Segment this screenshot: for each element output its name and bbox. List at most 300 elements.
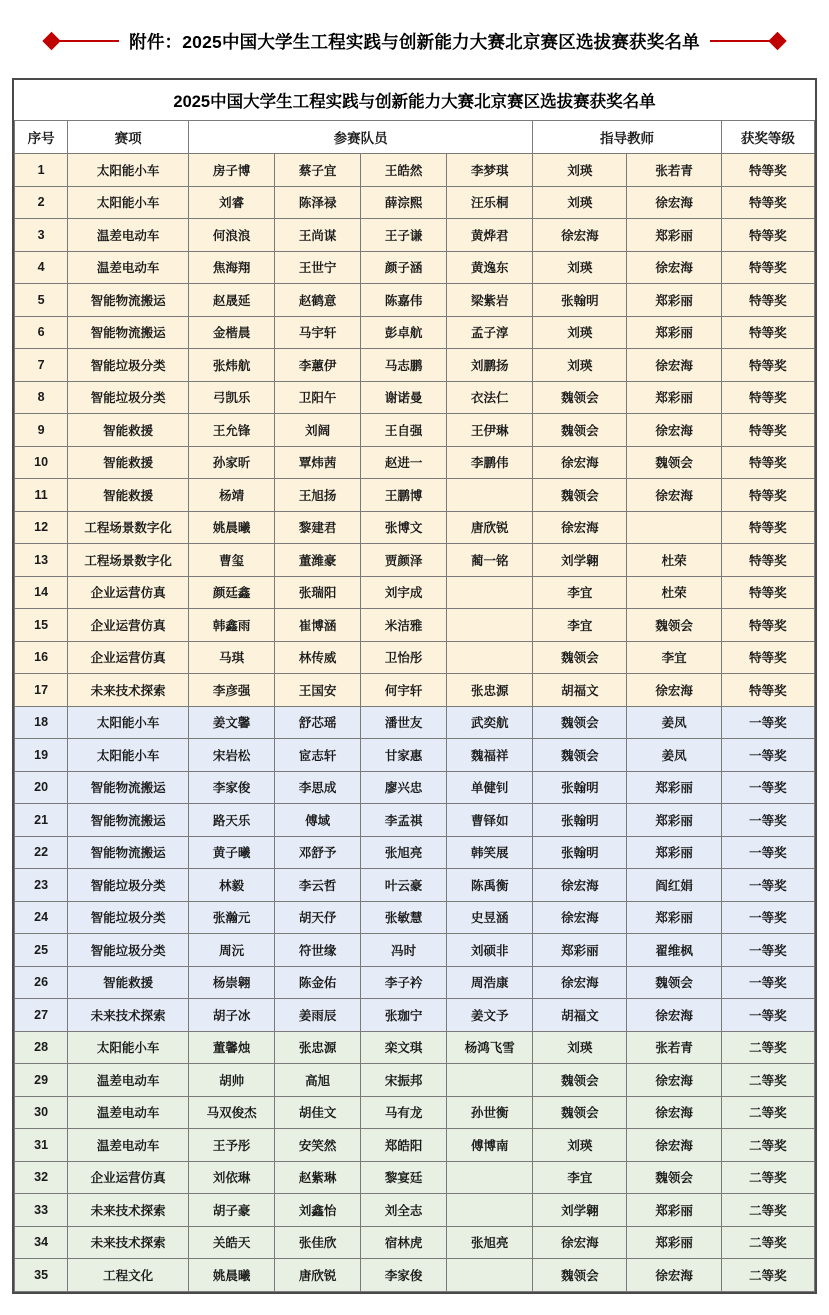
cell-event: 未来技术探索 bbox=[68, 1194, 189, 1227]
cell-member-3: 刘全志 bbox=[361, 1194, 447, 1227]
cell-teacher-2: 魏领会 bbox=[627, 446, 721, 479]
cell-no: 34 bbox=[15, 1226, 68, 1259]
cell-teacher-2: 徐宏海 bbox=[627, 349, 721, 382]
cell-member-4 bbox=[447, 641, 533, 674]
cell-member-3: 薛淙熙 bbox=[361, 186, 447, 219]
table-row bbox=[15, 1259, 815, 1292]
cell-teacher-2: 郑彩丽 bbox=[627, 836, 721, 869]
table-row bbox=[15, 1031, 815, 1064]
cell-no: 30 bbox=[15, 1096, 68, 1129]
cell-event: 太阳能小车 bbox=[68, 186, 189, 219]
cell-teacher-2: 李宜 bbox=[627, 641, 721, 674]
cell-member-2: 陈金佑 bbox=[275, 966, 361, 999]
cell-member-2: 姜雨辰 bbox=[275, 999, 361, 1032]
cell-teacher-1: 魏领会 bbox=[533, 641, 627, 674]
cell-member-1: 韩鑫雨 bbox=[189, 609, 275, 642]
cell-member-2: 覃炜茜 bbox=[275, 446, 361, 479]
cell-teacher-1: 刘瑛 bbox=[533, 1031, 627, 1064]
header-event: 赛项 bbox=[68, 121, 189, 154]
cell-teacher-2: 郑彩丽 bbox=[627, 284, 721, 317]
cell-member-1: 李家俊 bbox=[189, 771, 275, 804]
cell-member-4: 张旭亮 bbox=[447, 1226, 533, 1259]
header-level: 获奖等级 bbox=[721, 121, 814, 154]
cell-teacher-1: 徐宏海 bbox=[533, 966, 627, 999]
cell-member-3: 谢诺曼 bbox=[361, 381, 447, 414]
cell-teacher-1: 徐宏海 bbox=[533, 901, 627, 934]
cell-teacher-2: 阎红娟 bbox=[627, 869, 721, 902]
cell-level: 特等奖 bbox=[721, 219, 814, 252]
cell-teacher-1: 魏领会 bbox=[533, 381, 627, 414]
cell-member-1: 黄子曦 bbox=[189, 836, 275, 869]
cell-no: 23 bbox=[15, 869, 68, 902]
cell-teacher-2: 徐宏海 bbox=[627, 1096, 721, 1129]
cell-event: 工程文化 bbox=[68, 1259, 189, 1292]
cell-member-3: 李子衿 bbox=[361, 966, 447, 999]
cell-level: 二等奖 bbox=[721, 1096, 814, 1129]
cell-member-3: 张旭亮 bbox=[361, 836, 447, 869]
table-title: 2025中国大学生工程实践与创新能力大赛北京赛区选拔赛获奖名单 bbox=[15, 80, 815, 121]
cell-level: 特等奖 bbox=[721, 251, 814, 284]
cell-event: 未来技术探索 bbox=[68, 1226, 189, 1259]
header-teachers: 指导教师 bbox=[533, 121, 721, 154]
cell-member-4: 唐欣锐 bbox=[447, 511, 533, 544]
cell-event: 智能垃圾分类 bbox=[68, 349, 189, 382]
cell-no: 8 bbox=[15, 381, 68, 414]
cell-event: 企业运营仿真 bbox=[68, 576, 189, 609]
cell-teacher-1: 张翰明 bbox=[533, 804, 627, 837]
cell-teacher-2: 徐宏海 bbox=[627, 414, 721, 447]
cell-no: 27 bbox=[15, 999, 68, 1032]
cell-member-1: 赵晟延 bbox=[189, 284, 275, 317]
cell-teacher-1: 徐宏海 bbox=[533, 869, 627, 902]
cell-member-3: 张珈宁 bbox=[361, 999, 447, 1032]
cell-event: 温差电动车 bbox=[68, 251, 189, 284]
cell-level: 特等奖 bbox=[721, 674, 814, 707]
cell-member-2: 胡佳文 bbox=[275, 1096, 361, 1129]
cell-teacher-2: 徐宏海 bbox=[627, 1129, 721, 1162]
cell-member-3: 张敏慧 bbox=[361, 901, 447, 934]
cell-member-4: 杨鸿飞雪 bbox=[447, 1031, 533, 1064]
cell-teacher-1: 刘瑛 bbox=[533, 316, 627, 349]
cell-level: 一等奖 bbox=[721, 836, 814, 869]
cell-event: 太阳能小车 bbox=[68, 706, 189, 739]
cell-level: 二等奖 bbox=[721, 1129, 814, 1162]
cell-member-4: 陈禹衡 bbox=[447, 869, 533, 902]
cell-member-3: 宿林虎 bbox=[361, 1226, 447, 1259]
cell-teacher-2: 魏领会 bbox=[627, 1161, 721, 1194]
cell-event: 智能垃圾分类 bbox=[68, 901, 189, 934]
table-row bbox=[15, 771, 815, 804]
cell-member-4: 傅博南 bbox=[447, 1129, 533, 1162]
cell-member-1: 姜文馨 bbox=[189, 706, 275, 739]
cell-level: 特等奖 bbox=[721, 544, 814, 577]
cell-member-2: 赵紫琳 bbox=[275, 1161, 361, 1194]
header-no: 序号 bbox=[15, 121, 68, 154]
cell-teacher-2: 郑彩丽 bbox=[627, 316, 721, 349]
cell-member-2: 高旭 bbox=[275, 1064, 361, 1097]
cell-member-3: 赵进一 bbox=[361, 446, 447, 479]
cell-no: 7 bbox=[15, 349, 68, 382]
cell-event: 温差电动车 bbox=[68, 1129, 189, 1162]
cell-no: 22 bbox=[15, 836, 68, 869]
cell-event: 温差电动车 bbox=[68, 1096, 189, 1129]
cell-level: 特等奖 bbox=[721, 511, 814, 544]
cell-teacher-1: 李宜 bbox=[533, 1161, 627, 1194]
cell-member-4 bbox=[447, 576, 533, 609]
cell-no: 15 bbox=[15, 609, 68, 642]
table-row bbox=[15, 966, 815, 999]
cell-teacher-2: 张若青 bbox=[627, 154, 721, 187]
cell-teacher-2: 郑彩丽 bbox=[627, 771, 721, 804]
cell-level: 特等奖 bbox=[721, 576, 814, 609]
cell-member-1: 关皓天 bbox=[189, 1226, 275, 1259]
cell-level: 特等奖 bbox=[721, 316, 814, 349]
cell-member-4: 梁紫岩 bbox=[447, 284, 533, 317]
cell-teacher-1: 张翰明 bbox=[533, 836, 627, 869]
cell-no: 13 bbox=[15, 544, 68, 577]
cell-event: 未来技术探索 bbox=[68, 999, 189, 1032]
cell-member-4 bbox=[447, 1161, 533, 1194]
header-members: 参赛队员 bbox=[189, 121, 533, 154]
cell-event: 智能物流搬运 bbox=[68, 316, 189, 349]
table-row bbox=[15, 414, 815, 447]
cell-no: 29 bbox=[15, 1064, 68, 1097]
table-row bbox=[15, 511, 815, 544]
cell-no: 1 bbox=[15, 154, 68, 187]
cell-no: 26 bbox=[15, 966, 68, 999]
cell-member-1: 路天乐 bbox=[189, 804, 275, 837]
table-row bbox=[15, 609, 815, 642]
cell-member-3: 刘宇成 bbox=[361, 576, 447, 609]
cell-no: 20 bbox=[15, 771, 68, 804]
cell-teacher-1: 刘瑛 bbox=[533, 186, 627, 219]
cell-member-3: 王皓然 bbox=[361, 154, 447, 187]
cell-event: 智能物流搬运 bbox=[68, 804, 189, 837]
cell-event: 智能救援 bbox=[68, 479, 189, 512]
cell-member-3: 贾颜泽 bbox=[361, 544, 447, 577]
cell-member-2: 王旭扬 bbox=[275, 479, 361, 512]
cell-member-2: 安笑然 bbox=[275, 1129, 361, 1162]
cell-event: 智能救援 bbox=[68, 414, 189, 447]
cell-member-1: 张炜航 bbox=[189, 349, 275, 382]
cell-member-4: 王伊琳 bbox=[447, 414, 533, 447]
cell-teacher-1: 魏领会 bbox=[533, 414, 627, 447]
cell-teacher-1: 徐宏海 bbox=[533, 446, 627, 479]
cell-member-3: 廖兴忠 bbox=[361, 771, 447, 804]
cell-teacher-1: 徐宏海 bbox=[533, 1226, 627, 1259]
cell-member-1: 马双俊杰 bbox=[189, 1096, 275, 1129]
cell-member-1: 周沅 bbox=[189, 934, 275, 967]
cell-teacher-2: 杜荣 bbox=[627, 544, 721, 577]
table-row bbox=[15, 999, 815, 1032]
cell-level: 一等奖 bbox=[721, 999, 814, 1032]
cell-teacher-2: 郑彩丽 bbox=[627, 1194, 721, 1227]
table-row bbox=[15, 1226, 815, 1259]
cell-no: 31 bbox=[15, 1129, 68, 1162]
cell-teacher-2: 张若青 bbox=[627, 1031, 721, 1064]
cell-teacher-1: 徐宏海 bbox=[533, 219, 627, 252]
cell-level: 特等奖 bbox=[721, 414, 814, 447]
cell-no: 35 bbox=[15, 1259, 68, 1292]
cell-member-1: 金楷晨 bbox=[189, 316, 275, 349]
cell-member-3: 潘世友 bbox=[361, 706, 447, 739]
table-row bbox=[15, 186, 815, 219]
cell-member-4 bbox=[447, 479, 533, 512]
cell-member-3: 卫怡彤 bbox=[361, 641, 447, 674]
cell-teacher-1: 刘瑛 bbox=[533, 349, 627, 382]
cell-no: 2 bbox=[15, 186, 68, 219]
table-row bbox=[15, 544, 815, 577]
cell-no: 11 bbox=[15, 479, 68, 512]
cell-member-1: 王允锋 bbox=[189, 414, 275, 447]
cell-member-1: 颜廷鑫 bbox=[189, 576, 275, 609]
cell-member-3: 甘家惠 bbox=[361, 739, 447, 772]
table-row bbox=[15, 219, 815, 252]
cell-member-4 bbox=[447, 1194, 533, 1227]
cell-teacher-1: 魏领会 bbox=[533, 1259, 627, 1292]
table-row bbox=[15, 1064, 815, 1097]
cell-level: 二等奖 bbox=[721, 1031, 814, 1064]
table-row bbox=[15, 706, 815, 739]
cell-teacher-2: 魏领会 bbox=[627, 609, 721, 642]
table-row bbox=[15, 251, 815, 284]
table-header-row bbox=[15, 121, 815, 154]
cell-level: 特等奖 bbox=[721, 186, 814, 219]
cell-member-4: 汪乐桐 bbox=[447, 186, 533, 219]
cell-level: 特等奖 bbox=[721, 284, 814, 317]
cell-member-2: 邓舒予 bbox=[275, 836, 361, 869]
cell-teacher-1: 刘学翱 bbox=[533, 544, 627, 577]
cell-level: 一等奖 bbox=[721, 771, 814, 804]
cell-member-2: 李云哲 bbox=[275, 869, 361, 902]
cell-member-3: 王自强 bbox=[361, 414, 447, 447]
cell-member-3: 黎宴廷 bbox=[361, 1161, 447, 1194]
cell-no: 12 bbox=[15, 511, 68, 544]
cell-member-2: 傅域 bbox=[275, 804, 361, 837]
cell-teacher-2: 徐宏海 bbox=[627, 999, 721, 1032]
cell-no: 14 bbox=[15, 576, 68, 609]
cell-member-4: 史昱涵 bbox=[447, 901, 533, 934]
cell-event: 太阳能小车 bbox=[68, 739, 189, 772]
cell-teacher-2: 姜凤 bbox=[627, 739, 721, 772]
cell-teacher-1: 魏领会 bbox=[533, 1064, 627, 1097]
cell-member-2: 蔡子宜 bbox=[275, 154, 361, 187]
document-page bbox=[0, 14, 829, 1294]
cell-member-2: 卫阳午 bbox=[275, 381, 361, 414]
cell-event: 温差电动车 bbox=[68, 219, 189, 252]
cell-event: 太阳能小车 bbox=[68, 1031, 189, 1064]
cell-event: 温差电动车 bbox=[68, 1064, 189, 1097]
cell-member-1: 焦海翔 bbox=[189, 251, 275, 284]
cell-member-3: 王子谦 bbox=[361, 219, 447, 252]
cell-no: 5 bbox=[15, 284, 68, 317]
cell-member-4: 曹铎如 bbox=[447, 804, 533, 837]
award-table bbox=[14, 80, 815, 1292]
cell-teacher-2: 徐宏海 bbox=[627, 186, 721, 219]
cell-member-2: 刘阔 bbox=[275, 414, 361, 447]
cell-member-1: 马琪 bbox=[189, 641, 275, 674]
cell-event: 智能物流搬运 bbox=[68, 836, 189, 869]
cell-no: 24 bbox=[15, 901, 68, 934]
cell-level: 二等奖 bbox=[721, 1064, 814, 1097]
table-row bbox=[15, 381, 815, 414]
table-row bbox=[15, 804, 815, 837]
cell-member-1: 姚晨曦 bbox=[189, 1259, 275, 1292]
cell-member-4 bbox=[447, 1064, 533, 1097]
cell-level: 特等奖 bbox=[721, 381, 814, 414]
cell-level: 一等奖 bbox=[721, 706, 814, 739]
cell-member-3: 栾文琪 bbox=[361, 1031, 447, 1064]
cell-event: 企业运营仿真 bbox=[68, 609, 189, 642]
cell-teacher-1: 胡福文 bbox=[533, 674, 627, 707]
cell-teacher-2: 徐宏海 bbox=[627, 1259, 721, 1292]
cell-teacher-2: 郑彩丽 bbox=[627, 381, 721, 414]
cell-level: 一等奖 bbox=[721, 739, 814, 772]
cell-level: 特等奖 bbox=[721, 349, 814, 382]
cell-level: 一等奖 bbox=[721, 804, 814, 837]
cell-no: 18 bbox=[15, 706, 68, 739]
cell-member-2: 唐欣锐 bbox=[275, 1259, 361, 1292]
cell-member-4 bbox=[447, 609, 533, 642]
cell-member-4: 孟子淳 bbox=[447, 316, 533, 349]
cell-member-2: 张忠源 bbox=[275, 1031, 361, 1064]
cell-member-4: 黄烨君 bbox=[447, 219, 533, 252]
table-row bbox=[15, 901, 815, 934]
cell-event: 太阳能小车 bbox=[68, 154, 189, 187]
cell-member-3: 陈嘉伟 bbox=[361, 284, 447, 317]
cell-teacher-1: 刘瑛 bbox=[533, 1129, 627, 1162]
cell-member-2: 胡天伃 bbox=[275, 901, 361, 934]
cell-event: 企业运营仿真 bbox=[68, 1161, 189, 1194]
cell-member-1: 姚晨曦 bbox=[189, 511, 275, 544]
cell-teacher-1: 张翰明 bbox=[533, 284, 627, 317]
table-row bbox=[15, 479, 815, 512]
cell-teacher-1: 刘瑛 bbox=[533, 154, 627, 187]
cell-member-4: 孙世衡 bbox=[447, 1096, 533, 1129]
cell-teacher-2: 郑彩丽 bbox=[627, 219, 721, 252]
cell-member-1: 董馨烛 bbox=[189, 1031, 275, 1064]
cell-teacher-2: 郑彩丽 bbox=[627, 901, 721, 934]
cell-level: 二等奖 bbox=[721, 1194, 814, 1227]
cell-level: 特等奖 bbox=[721, 154, 814, 187]
cell-event: 工程场景数字化 bbox=[68, 544, 189, 577]
table-row bbox=[15, 1129, 815, 1162]
cell-member-2: 崔博涵 bbox=[275, 609, 361, 642]
cell-no: 19 bbox=[15, 739, 68, 772]
cell-member-2: 马宇轩 bbox=[275, 316, 361, 349]
table-row bbox=[15, 154, 815, 187]
cell-teacher-1: 李宜 bbox=[533, 576, 627, 609]
cell-member-1: 刘依琳 bbox=[189, 1161, 275, 1194]
cell-no: 17 bbox=[15, 674, 68, 707]
cell-teacher-1: 徐宏海 bbox=[533, 511, 627, 544]
cell-level: 一等奖 bbox=[721, 934, 814, 967]
cell-no: 32 bbox=[15, 1161, 68, 1194]
cell-member-2: 李蕙伊 bbox=[275, 349, 361, 382]
cell-teacher-1: 胡福文 bbox=[533, 999, 627, 1032]
cell-member-4: 单健钊 bbox=[447, 771, 533, 804]
cell-teacher-1: 魏领会 bbox=[533, 1096, 627, 1129]
cell-member-2: 董潍豪 bbox=[275, 544, 361, 577]
table-row bbox=[15, 1096, 815, 1129]
cell-member-4: 周浩康 bbox=[447, 966, 533, 999]
cell-member-4: 武奕航 bbox=[447, 706, 533, 739]
cell-teacher-2: 徐宏海 bbox=[627, 479, 721, 512]
cell-member-3: 张博文 bbox=[361, 511, 447, 544]
cell-teacher-2: 徐宏海 bbox=[627, 1064, 721, 1097]
cell-member-4 bbox=[447, 1259, 533, 1292]
table-row bbox=[15, 674, 815, 707]
cell-member-1: 房子博 bbox=[189, 154, 275, 187]
document-banner bbox=[0, 14, 829, 68]
cell-level: 二等奖 bbox=[721, 1259, 814, 1292]
award-table-body bbox=[15, 80, 815, 1291]
cell-teacher-2 bbox=[627, 511, 721, 544]
cell-no: 25 bbox=[15, 934, 68, 967]
cell-member-3: 李孟祺 bbox=[361, 804, 447, 837]
cell-member-1: 胡子冰 bbox=[189, 999, 275, 1032]
cell-member-2: 张佳欣 bbox=[275, 1226, 361, 1259]
cell-member-2: 符世缘 bbox=[275, 934, 361, 967]
table-row bbox=[15, 349, 815, 382]
cell-member-3: 马志鹏 bbox=[361, 349, 447, 382]
cell-member-2: 张瑞阳 bbox=[275, 576, 361, 609]
table-row bbox=[15, 446, 815, 479]
table-row bbox=[15, 576, 815, 609]
table-row bbox=[15, 934, 815, 967]
cell-event: 智能救援 bbox=[68, 966, 189, 999]
cell-member-1: 刘睿 bbox=[189, 186, 275, 219]
cell-event: 未来技术探索 bbox=[68, 674, 189, 707]
cell-member-2: 李思成 bbox=[275, 771, 361, 804]
cell-no: 6 bbox=[15, 316, 68, 349]
banner-diamond-right-icon bbox=[768, 32, 786, 50]
cell-event: 智能救援 bbox=[68, 446, 189, 479]
cell-member-2: 陈泽禄 bbox=[275, 186, 361, 219]
cell-level: 一等奖 bbox=[721, 966, 814, 999]
cell-member-4: 刘硕非 bbox=[447, 934, 533, 967]
cell-member-3: 米洁雅 bbox=[361, 609, 447, 642]
cell-member-1: 孙家昕 bbox=[189, 446, 275, 479]
cell-member-1: 曹玺 bbox=[189, 544, 275, 577]
cell-member-1: 何浪浪 bbox=[189, 219, 275, 252]
cell-member-4: 刘鹏扬 bbox=[447, 349, 533, 382]
cell-no: 28 bbox=[15, 1031, 68, 1064]
cell-teacher-2: 姜凤 bbox=[627, 706, 721, 739]
cell-teacher-2: 杜荣 bbox=[627, 576, 721, 609]
cell-member-1: 王予彤 bbox=[189, 1129, 275, 1162]
cell-teacher-2: 郑彩丽 bbox=[627, 1226, 721, 1259]
cell-no: 21 bbox=[15, 804, 68, 837]
cell-teacher-1: 郑彩丽 bbox=[533, 934, 627, 967]
cell-teacher-2: 徐宏海 bbox=[627, 674, 721, 707]
table-title-row bbox=[15, 80, 815, 121]
cell-member-1: 宋岩松 bbox=[189, 739, 275, 772]
cell-event: 企业运营仿真 bbox=[68, 641, 189, 674]
cell-member-2: 王世宁 bbox=[275, 251, 361, 284]
cell-member-2: 舒芯瑶 bbox=[275, 706, 361, 739]
cell-teacher-2: 徐宏海 bbox=[627, 251, 721, 284]
table-row bbox=[15, 1194, 815, 1227]
cell-no: 3 bbox=[15, 219, 68, 252]
cell-member-3: 彭卓航 bbox=[361, 316, 447, 349]
cell-event: 智能物流搬运 bbox=[68, 284, 189, 317]
cell-event: 智能垃圾分类 bbox=[68, 934, 189, 967]
table-row bbox=[15, 869, 815, 902]
cell-no: 10 bbox=[15, 446, 68, 479]
table-row bbox=[15, 739, 815, 772]
cell-member-3: 马有龙 bbox=[361, 1096, 447, 1129]
